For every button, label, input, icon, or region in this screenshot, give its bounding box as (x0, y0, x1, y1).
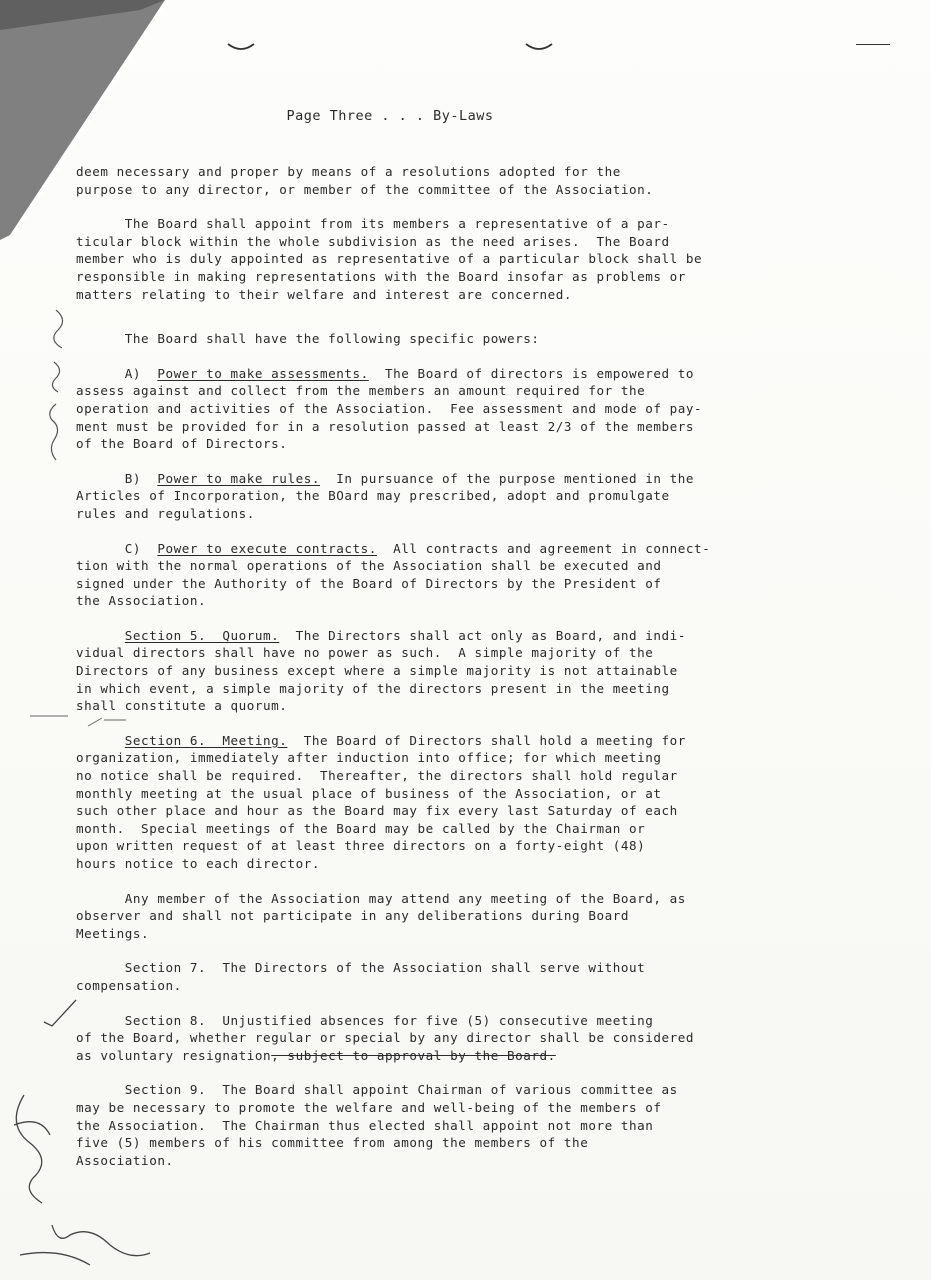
power-a-heading: Power to make assessments. (157, 365, 369, 381)
section-9-paragraph: Section 9. The Board shall appoint Chairman of various committee as may be necessary to promote the welfare and well-being of the members of the Association. The Chairman thus elected shall appoint not more than five (5) members of his committee from among the members of the Association. (76, 1082, 678, 1168)
power-c-paragraph: C) Power to execute contracts. All contracts and agreement in connect- tion with the normal operations of the Association shall be executed and signed under the Authority of the Board of Directors by the President of the Association. (76, 540, 711, 609)
paragraph-attendance: Any member of the Association may attend any meeting of the Board, as observer and shall not participate in any deliberations during Board Meetings. (76, 890, 686, 941)
power-b-text: In pursuance of the purpose mentioned in the Articles of Incorporation, the BOard may prescribed, adopt and promulgate rules and regulations. (76, 470, 695, 521)
binder-hole-mark-left (226, 40, 256, 54)
section-5-text: The Directors shall act only as Board, and indi- vidual directors shall have no power as such. A simple majority of the Directors of any business except where a simple majority is not attainable in which event, a simple majority of the directors present in the meeting shall constitute a quorum. (76, 627, 686, 714)
section-8-struck-text: , subject to approval by the Board. (271, 1047, 556, 1063)
section-5-heading: Section 5. Quorum. (124, 627, 280, 643)
power-a-text: The Board of directors is empowered to assess against and collect from the members an amount required for the operation and activities of the Association. Fee assessment and mode of pay- ment must be provided for in a resolution passed at least 2/3 of the members of the Board of Directors. (76, 365, 703, 452)
power-c-heading: Power to execute contracts. (157, 540, 377, 556)
document-body (76, 163, 781, 1169)
paragraph-block-representative: The Board shall appoint from its members a representative of a par- ticular block within the whole subdivision as the need arises. The Board member who is duly appointed as representative of a particular block shall be responsible in making representations with the Board insofar as problems or matters relating to their welfare and interest are concerned. (76, 216, 703, 302)
section-7-paragraph: Section 7. The Directors of the Association shall serve without compensation. (76, 960, 646, 993)
section-6-paragraph (76, 732, 781, 873)
section-8-paragraph (76, 1012, 781, 1065)
power-b-paragraph: B) Power to make rules. In pursuance of the purpose mentioned in the Articles of Incorporation, the BOard may prescribed, adopt and promulgate rules and regulations. (76, 470, 695, 521)
paragraph-continuation: deem necessary and proper by means of a resolutions adopted for the purpose to any director, or member of the committee of the Association. (76, 164, 654, 197)
page-header: Page Three . . . By-Laws (286, 108, 494, 124)
power-c-text: All contracts and agreement in connect- tion with the normal operations of the Association shall be executed and signed under the Authority of the Board of Directors by the President of the Association. (76, 540, 711, 609)
handwritten-margin-note (18, 300, 78, 470)
section-6-heading: Section 6. Meeting. (124, 732, 288, 748)
section-6-text: The Board of Directors shall hold a meeting for organization, immediately after induction into office; for which meeting no notice shall be required. Thereafter, the directors shall hold regular monthly meeting at the usual place of business of the Association, or at such other place and hour as the Board may fix every last Saturday of each month. Special meetings of the Board may be called by the Chairman or upon written request of at least three directors on a forty-eight (48) hours notice to each director. (76, 732, 686, 871)
edge-line-mark (856, 44, 890, 45)
checkmark-icon (40, 998, 80, 1028)
section-8-text: Section 8. Unjustified absences for five (5) consecutive meeting of the Board, whether regular or special by any director shall be considered as voluntary resignation (76, 1012, 695, 1063)
binder-hole-mark-right (524, 40, 554, 54)
power-a-paragraph: A) Power to make assessments. The Board of directors is empowered to assess against and collect from the members an amount required for the operation and activities of the Association. Fee assessment and mode of pay- ment must be provided for in a resolution passed at least 2/3 of the members of the Board of Directors. (76, 365, 703, 452)
paragraph-specific-powers: The Board shall have the following specific powers: (76, 331, 540, 347)
section-5-paragraph (76, 627, 781, 715)
power-b-heading: Power to make rules. (157, 470, 320, 486)
